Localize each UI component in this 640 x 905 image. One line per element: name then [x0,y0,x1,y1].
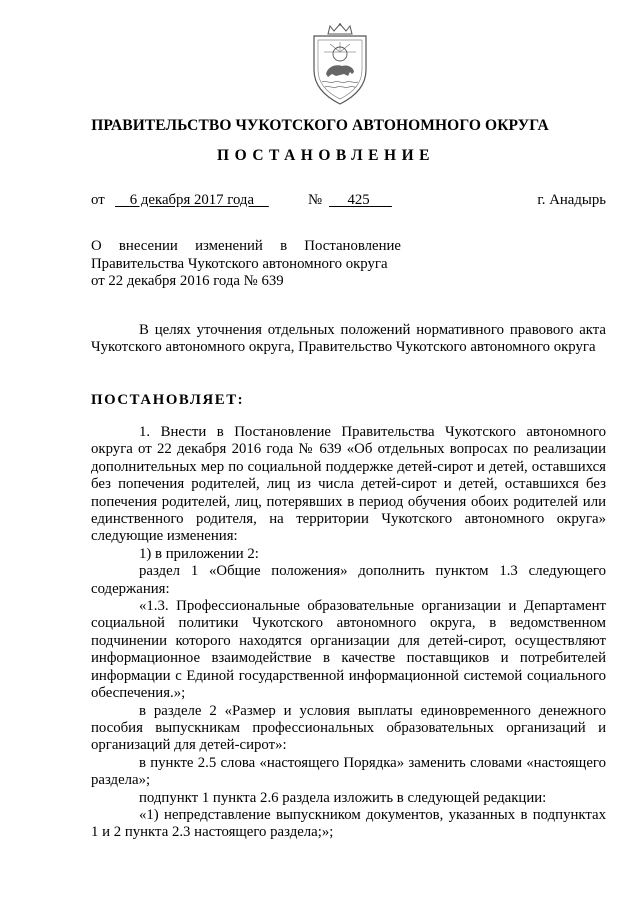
paragraph: подпункт 1 пункта 2.6 раздела изложить в следующей редакции: [139,789,547,806]
document-city: г. Анадырь [537,192,606,208]
document-type: ПОСТАНОВЛЕНИЕ [217,147,435,164]
paragraph: 1) в приложении 2: [139,545,259,562]
date-label: от [91,192,105,208]
chukotka-coat-of-arms-icon [306,22,374,106]
paragraph: «1) непредставление выпускником документов, указанных в подпунктах 1 и 2 пункта 2.3 настоящего раздела;»; [91,806,606,841]
document-subject [91,238,401,291]
paragraph: в пункте 2.5 слова «настоящего Порядка» заменить словами «настоящего раздела»; [91,754,606,789]
paragraph: «1.3. Профессиональные образовательные организации и Департамент социальной политики Чукотского автономного округа, в ведомственном подчинении которого находятся организации для детей-сирот, осуществляют информационное взаимодействие в качестве поставщиков и потребителей информации с Единой государственной информационной системой социального обеспечения.»; [91,598,606,702]
preamble-text: В целях уточнения отдельных положений нормативного правового акта Чукотского автономного округа, Правительство Чукотского автономного округа [91,322,606,356]
paragraph: в разделе 2 «Размер и условия выплаты единовременного денежного пособия выпускникам профессиональных образовательных организаций и организаций для детей-сирот»: [91,702,606,754]
document-number: 425 [347,192,370,208]
subject-line: О внесении изменений в Постановление [91,238,401,254]
document-date: 6 декабря 2017 года [129,192,255,208]
document-meta [91,192,606,212]
preamble [91,322,606,357]
subject-line: от 22 декабря 2016 года № 639 [91,273,284,289]
government-name: ПРАВИТЕЛЬСТВО ЧУКОТСКОГО АВТОНОМНОГО ОКРУГА [91,117,549,134]
document-body [91,424,606,842]
resolves-heading: ПОСТАНОВЛЯЕТ: [91,392,245,408]
subject-line: Правительства Чукотского автономного округа [91,255,388,272]
paragraph: 1. Внести в Постановление Правительства Чукотского автономного округа от 22 декабря 2016 года № 639 «Об отдельных вопросах по реализации дополнительных мер по социальной поддержке детей-сирот и детей, оставшихся без попечения родителей, лиц из числа детей-сирот и детей, оставшихся без попечения родителей, лиц, потерявших в период обучения обоих родителей или единственного родителя, на территории Чукотского автономного округа» следующие изменения: [91,424,606,545]
paragraph: раздел 1 «Общие положения» дополнить пунктом 1.3 следующего содержания: [91,563,606,597]
number-label: № [308,192,323,208]
